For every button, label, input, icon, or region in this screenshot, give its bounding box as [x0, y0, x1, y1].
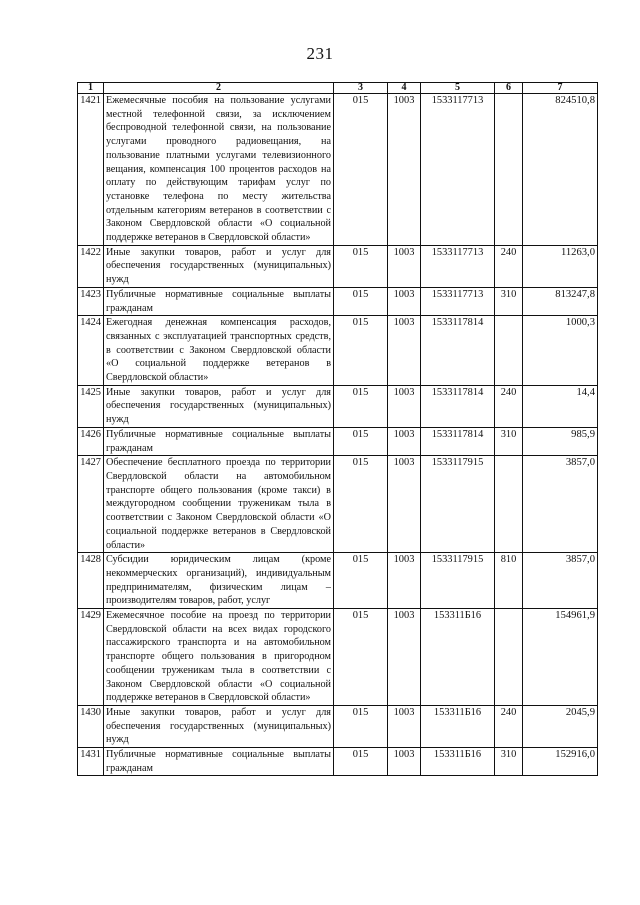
ministry-code: 015	[334, 427, 388, 455]
target-code: 153311Б16	[421, 609, 495, 706]
table-row	[78, 94, 598, 246]
table-row	[78, 748, 598, 776]
section-code: 1003	[388, 748, 421, 776]
ministry-code: 015	[334, 456, 388, 553]
expense-type-code: 810	[495, 553, 523, 609]
expense-type-code: 310	[495, 748, 523, 776]
section-code: 1003	[388, 94, 421, 246]
row-name: Субсидии юридическим лицам (кроме некоммерческих организаций), индивидуальным предпринимателям, физическим лицам – производителям товаров, работ, услуг	[104, 553, 334, 609]
ministry-code: 015	[334, 245, 388, 287]
amount: 824510,8	[523, 94, 598, 246]
header-row	[78, 83, 598, 94]
row-number: 1429	[78, 609, 104, 706]
target-code: 1533117713	[421, 287, 495, 315]
target-code: 1533117915	[421, 456, 495, 553]
expense-type-code: 240	[495, 245, 523, 287]
amount: 2045,9	[523, 705, 598, 747]
amount: 813247,8	[523, 287, 598, 315]
amount: 152916,0	[523, 748, 598, 776]
section-code: 1003	[388, 609, 421, 706]
target-code: 1533117713	[421, 94, 495, 246]
col-header-6: 6	[495, 83, 523, 94]
row-name: Иные закупки товаров, работ и услуг для обеспечения государственных (муниципальных) нужд	[104, 385, 334, 427]
expense-type-code: 310	[495, 427, 523, 455]
row-name: Иные закупки товаров, работ и услуг для обеспечения государственных (муниципальных) нужд	[104, 245, 334, 287]
amount: 14,4	[523, 385, 598, 427]
table-row	[78, 609, 598, 706]
row-number: 1426	[78, 427, 104, 455]
section-code: 1003	[388, 705, 421, 747]
expense-type-code: 240	[495, 385, 523, 427]
amount: 154961,9	[523, 609, 598, 706]
row-name: Иные закупки товаров, работ и услуг для обеспечения государственных (муниципальных) нужд	[104, 705, 334, 747]
col-header-1: 1	[78, 83, 104, 94]
row-name: Публичные нормативные социальные выплаты гражданам	[104, 748, 334, 776]
amount: 985,9	[523, 427, 598, 455]
expense-type-code	[495, 316, 523, 386]
ministry-code: 015	[334, 316, 388, 386]
row-number: 1425	[78, 385, 104, 427]
ministry-code: 015	[334, 553, 388, 609]
row-number: 1422	[78, 245, 104, 287]
table-row	[78, 427, 598, 455]
target-code: 1533117814	[421, 427, 495, 455]
table-row	[78, 456, 598, 553]
row-name: Обеспечение бесплатного проезда по территории Свердловской области на автомобильном транспорте общего пользования (кроме такси) в междугородном сообщении труженикам тыла в соответствии с Законом Свердловской области «О социальной поддержке ветеранов в Свердловской области»	[104, 456, 334, 553]
page-number: 231	[306, 44, 334, 63]
row-name: Ежемесячное пособие на проезд по территории Свердловской области на всех видах городского пассажирского транспорта и на автомобильном транспорте общего пользования в пригородном сообщении труженикам тыла в соответствии с Законом Свердловской области «О социальной поддержке ветеранов в Свердловской области»	[104, 609, 334, 706]
col-header-4: 4	[388, 83, 421, 94]
row-number: 1423	[78, 287, 104, 315]
col-header-3: 3	[334, 83, 388, 94]
expense-type-code	[495, 456, 523, 553]
table-row	[78, 245, 598, 287]
table-row	[78, 553, 598, 609]
target-code: 153311Б16	[421, 705, 495, 747]
expense-type-code	[495, 94, 523, 246]
amount: 1000,3	[523, 316, 598, 386]
row-name: Публичные нормативные социальные выплаты гражданам	[104, 427, 334, 455]
col-header-2: 2	[104, 83, 334, 94]
section-code: 1003	[388, 245, 421, 287]
section-code: 1003	[388, 287, 421, 315]
row-name: Публичные нормативные социальные выплаты гражданам	[104, 287, 334, 315]
row-name: Ежегодная денежная компенсация расходов, связанных с эксплуатацией транспортных средств, в соответствии с Законом Свердловской области «О социальной поддержке ветеранов в Свердловской области»	[104, 316, 334, 386]
expense-type-code	[495, 609, 523, 706]
target-code: 1533117814	[421, 316, 495, 386]
amount: 3857,0	[523, 456, 598, 553]
row-number: 1430	[78, 705, 104, 747]
budget-table	[77, 82, 598, 776]
table-row	[78, 705, 598, 747]
row-number: 1424	[78, 316, 104, 386]
ministry-code: 015	[334, 94, 388, 246]
row-number: 1431	[78, 748, 104, 776]
amount: 3857,0	[523, 553, 598, 609]
expense-type-code: 310	[495, 287, 523, 315]
table-row	[78, 316, 598, 386]
row-number: 1421	[78, 94, 104, 246]
target-code: 1533117713	[421, 245, 495, 287]
row-number: 1427	[78, 456, 104, 553]
row-name: Ежемесячные пособия на пользование услугами местной телефонной связи, за исключением беспроводной телефонной связи, на пользование услугами проводного радиовещания, на пользование платными услугами телевизионного вещания, компенсация 100 процентов расходов на оплату по действующим тарифам услуг по установке телефона по месту жительства отдельным категориям ветеранов в соответствии с Законом Свердловской области «О социальной поддержке ветеранов в Свердловской области»	[104, 94, 334, 246]
ministry-code: 015	[334, 609, 388, 706]
section-code: 1003	[388, 553, 421, 609]
amount: 11263,0	[523, 245, 598, 287]
expense-type-code: 240	[495, 705, 523, 747]
target-code: 1533117915	[421, 553, 495, 609]
table-row	[78, 385, 598, 427]
row-number: 1428	[78, 553, 104, 609]
target-code: 1533117814	[421, 385, 495, 427]
section-code: 1003	[388, 427, 421, 455]
col-header-5: 5	[421, 83, 495, 94]
ministry-code: 015	[334, 287, 388, 315]
section-code: 1003	[388, 316, 421, 386]
section-code: 1003	[388, 385, 421, 427]
col-header-7: 7	[523, 83, 598, 94]
table-row	[78, 287, 598, 315]
ministry-code: 015	[334, 748, 388, 776]
target-code: 153311Б16	[421, 748, 495, 776]
ministry-code: 015	[334, 705, 388, 747]
section-code: 1003	[388, 456, 421, 553]
ministry-code: 015	[334, 385, 388, 427]
